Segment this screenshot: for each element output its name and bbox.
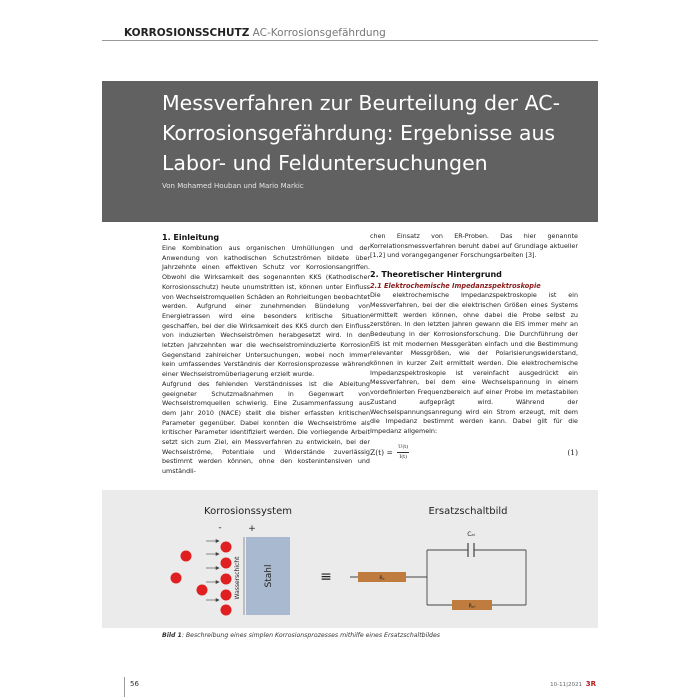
article-authors: Von Mohamed Houban und Mario Markic (162, 182, 304, 190)
paragraph: Die elektrochemische Impedanzspektroskopie ist ein Messverfahren, bei der die elektrischen Größen eines Systems ermittelt werden können, ohne dabei die Probe selbst zu zerstören. In den letzten Jahren gewann die EIS immer mehr an Bedeutung in der Korrosionsforschung. Die Durchführung der EIS ist mit modernen Messgeräten einfach und die Bestimmung relevanter Messgrößen, wie der Polarisierungswiderstand, können in kurzer Zeit ermittelt werden. Die elektrochemische Impedanzspektroskopie ist vereinfacht ausgedrückt ein Messverfahren, bei dem eine Wechselspannung in einem vordefinierten Frequenzbereich auf einer Probe im metastabilen Zustand aufgeprägt wird. Während der Wechselspannungsanregung wird ein Strom erzeugt, mit dem die Impedanz bestimmt werden kann. Dabei gilt für die Impedanz allgemein: (370, 291, 578, 435)
ion (171, 573, 182, 584)
subheading-eis: 2.1 Elektrochemische Impedanzspektroskopie (370, 282, 541, 291)
text-column-left (162, 232, 370, 477)
heading-theorie: 2. Theoretischer Hintergrund (370, 270, 502, 280)
caption-text: : Beschreibung eines simplen Korrosionsprozesses mithilfe eines Ersatzschaltbildes (181, 632, 441, 639)
page-number: 56 (130, 680, 139, 688)
paragraph: chen Einsatz von ER-Proben. Das hier genannte Korrelationsmessverfahren beruht dabei auf Grundlage aktueller [1,2] und vorangegangener Forschungsarbeiten [3]. (370, 232, 578, 260)
section-rubric (124, 27, 386, 39)
equation-lhs: Z(t) = (370, 447, 393, 457)
minus-sign: - (218, 523, 222, 533)
ion (221, 605, 232, 616)
footer-rule (124, 677, 125, 697)
impedance-equation (370, 443, 578, 463)
figure-right-title: Ersatzschaltbild (428, 506, 508, 517)
topic-label: AC-Korrosionsgefährdung (252, 27, 386, 39)
ions (171, 542, 232, 616)
heading-einleitung: 1. Einleitung (162, 233, 220, 242)
ion (181, 551, 192, 562)
equation-numerator: U(t) (397, 443, 409, 454)
equivalence-sign: ≡ (320, 569, 332, 585)
figure-diagram (102, 490, 598, 628)
issue-number: 10-11|2021 (550, 682, 582, 688)
footer-issue (550, 680, 596, 688)
ion (197, 585, 208, 596)
plus-sign: + (248, 524, 256, 534)
capacitor (468, 543, 474, 557)
ion (221, 574, 232, 585)
resistor-rs-label: Rₛ (379, 575, 385, 582)
ion (221, 542, 232, 553)
header-rule (102, 40, 598, 41)
caption-label: Bild 1 (162, 632, 182, 639)
ion (221, 590, 232, 601)
steel-label: Stahl (264, 564, 274, 588)
figure-left-title: Korrosionssystem (204, 506, 292, 517)
field-arrows (206, 540, 219, 602)
equation-denominator: I(t) (399, 454, 408, 461)
water-layer-label: Wasserschicht (234, 556, 241, 600)
section-label: KORROSIONSSCHUTZ (124, 27, 250, 39)
capacitor-label: Cₐₗ (467, 531, 475, 538)
paragraph: Eine Kombination aus organischen Umhüllungen und der Anwendung von kathodischen Schutzströmen bildete über Jahrzehnte einen effektiven Schutz vor Korrosionsangriffen. Obwohl die Wirksamkeit des sogenannten KKS (Kathodischer Korrosionsschutz) heute unumstritten ist, können unter Einfluss von Wechselstromquellen Schäden an Rohrleitungen beobachtet werden. Aufgrund einer zunehmenden Bündelung von Energietrassen wird eine besonders kritische Situation geschaffen, bei der die Wirksamkeit des KKS durch den Einfluss von induzierten Wechselströmen herabgesetzt wird. In den letzten Jahrzehnten war die wechselstrominduzierte Korrosion Gegenstand zahlreicher Untersuchungen, wobei noch immer kein umfassendes Verständnis der Korrosionsprozesse während einer Wechselstromüberlagerung erzielt wurde. (162, 244, 370, 379)
equation-fraction (397, 443, 409, 463)
text-column-right (370, 232, 578, 463)
figure-caption (162, 632, 440, 639)
resistor-rct-label: Rₚₜ (468, 603, 476, 610)
article-title: Messverfahren zur Beurteilung der AC-Korrosionsgefährdung: Ergebnisse aus Labor- und Felduntersuchungen (162, 91, 560, 175)
equation-number: (1) (567, 448, 578, 457)
paragraph: Aufgrund des fehlenden Verständnisses ist die Ableitung geeigneter Schutzmaßnahmen in Gegenwart von Wechselstromquellen schwierig. Eine Zusammenfassung aus dem Jahr 2010 (NACE) stellt die bisher erfassten kritischen Parameter gegenüber. Dabei konnten die Wechselströme als kritischer Parameter identifiziert werden. Die vorliegende Arbeit setzt sich zum Ziel, ein Messverfahren zu entwickeln, bei der Wechselströme, Potentiale und Widerstände zuverlässig bestimmt werden können, ohne den kostenintensiven und umständli- (162, 379, 370, 476)
ion (221, 558, 232, 569)
journal-logo: 3R (585, 680, 596, 688)
